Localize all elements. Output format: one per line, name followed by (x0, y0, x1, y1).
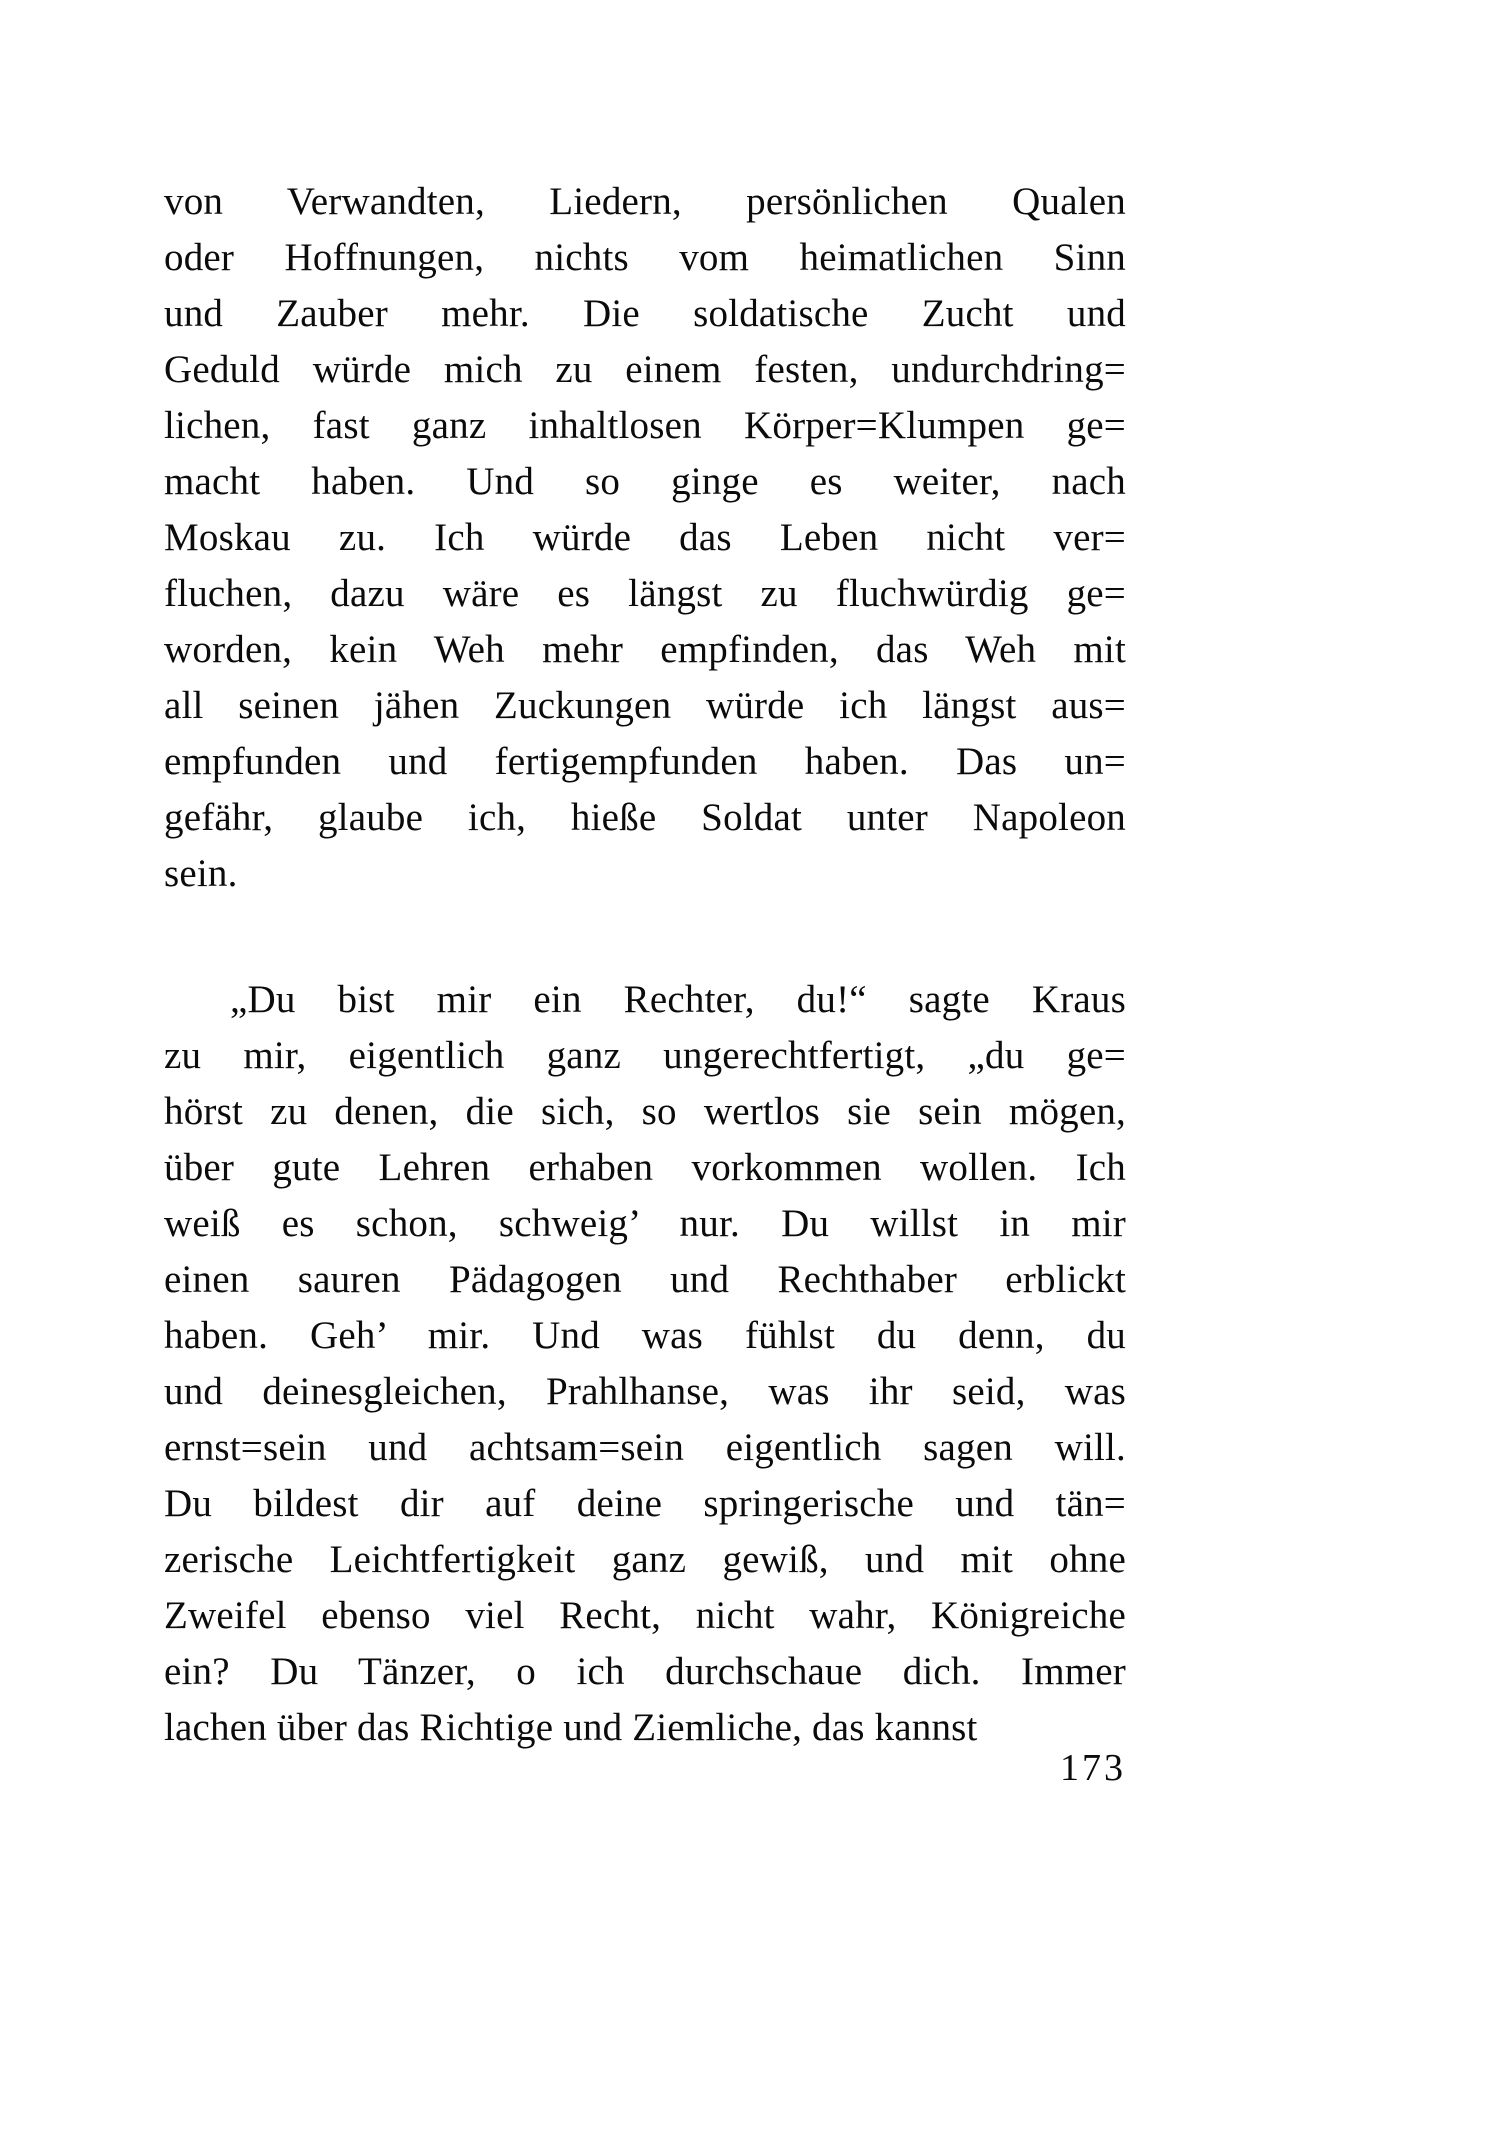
text-line: und deinesgleichen, Prahlhanse, was ihr seid, was (164, 1370, 1126, 1413)
text-line: über gute Lehren erhaben vorkommen wollen. Ich (164, 1146, 1126, 1189)
text-line: all seinen jähen Zuckungen würde ich längst aus= (164, 684, 1126, 727)
text-line: macht haben. Und so ginge es weiter, nach (164, 460, 1126, 503)
text-line: lachen über das Richtige und Ziemliche, das kannst (164, 1706, 978, 1749)
text-line: hörst zu denen, die sich, so wertlos sie sein mögen, (164, 1090, 1126, 1133)
text-line: zerische Leichtfertigkeit ganz gewiß, und mit ohne (164, 1538, 1126, 1581)
text-line: sein. (164, 852, 238, 895)
text-line: Zweifel ebenso viel Recht, nicht wahr, Königreiche (164, 1594, 1126, 1637)
text-line: oder Hoffnungen, nichts vom heimatlichen Sinn (164, 236, 1126, 279)
text-line: gefähr, glaube ich, hieße Soldat unter Napoleon (164, 796, 1126, 839)
text-line: Geduld würde mich zu einem festen, undurchdring= (164, 348, 1126, 391)
text-line: Du bildest dir auf deine springerische und tän= (164, 1482, 1126, 1525)
text-line: und Zauber mehr. Die soldatische Zucht und (164, 292, 1126, 335)
text-line: einen sauren Pädagogen und Rechthaber erblickt (164, 1258, 1126, 1301)
paragraph-1 (164, 174, 1126, 902)
text-line: ernst=sein und achtsam=sein eigentlich sagen will. (164, 1426, 1126, 1469)
text-line: fluchen, dazu wäre es längst zu fluchwürdig ge= (164, 572, 1126, 615)
text-line: haben. Geh’ mir. Und was fühlst du denn, du (164, 1314, 1126, 1357)
text-line: lichen, fast ganz inhaltlosen Körper=Klumpen ge= (164, 404, 1126, 447)
text-line: zu mir, eigentlich ganz ungerechtfertigt, „du ge= (164, 1034, 1126, 1077)
text-line: Moskau zu. Ich würde das Leben nicht ver= (164, 516, 1126, 559)
text-line: worden, kein Weh mehr empfinden, das Weh mit (164, 628, 1126, 671)
text-block (164, 174, 1126, 1756)
paragraph-2 (164, 972, 1126, 1756)
text-line: empfunden und fertigempfunden haben. Das un= (164, 740, 1126, 783)
text-line: „Du bist mir ein Rechter, du!“ sagte Kraus (230, 978, 1126, 1021)
text-line: weiß es schon, schweig’ nur. Du willst in mir (164, 1202, 1126, 1245)
page-number: 173 (1060, 1747, 1126, 1789)
text-line: ein? Du Tänzer, o ich durchschaue dich. Immer (164, 1650, 1126, 1693)
text-line: von Verwandten, Liedern, persönlichen Qualen (164, 180, 1126, 223)
